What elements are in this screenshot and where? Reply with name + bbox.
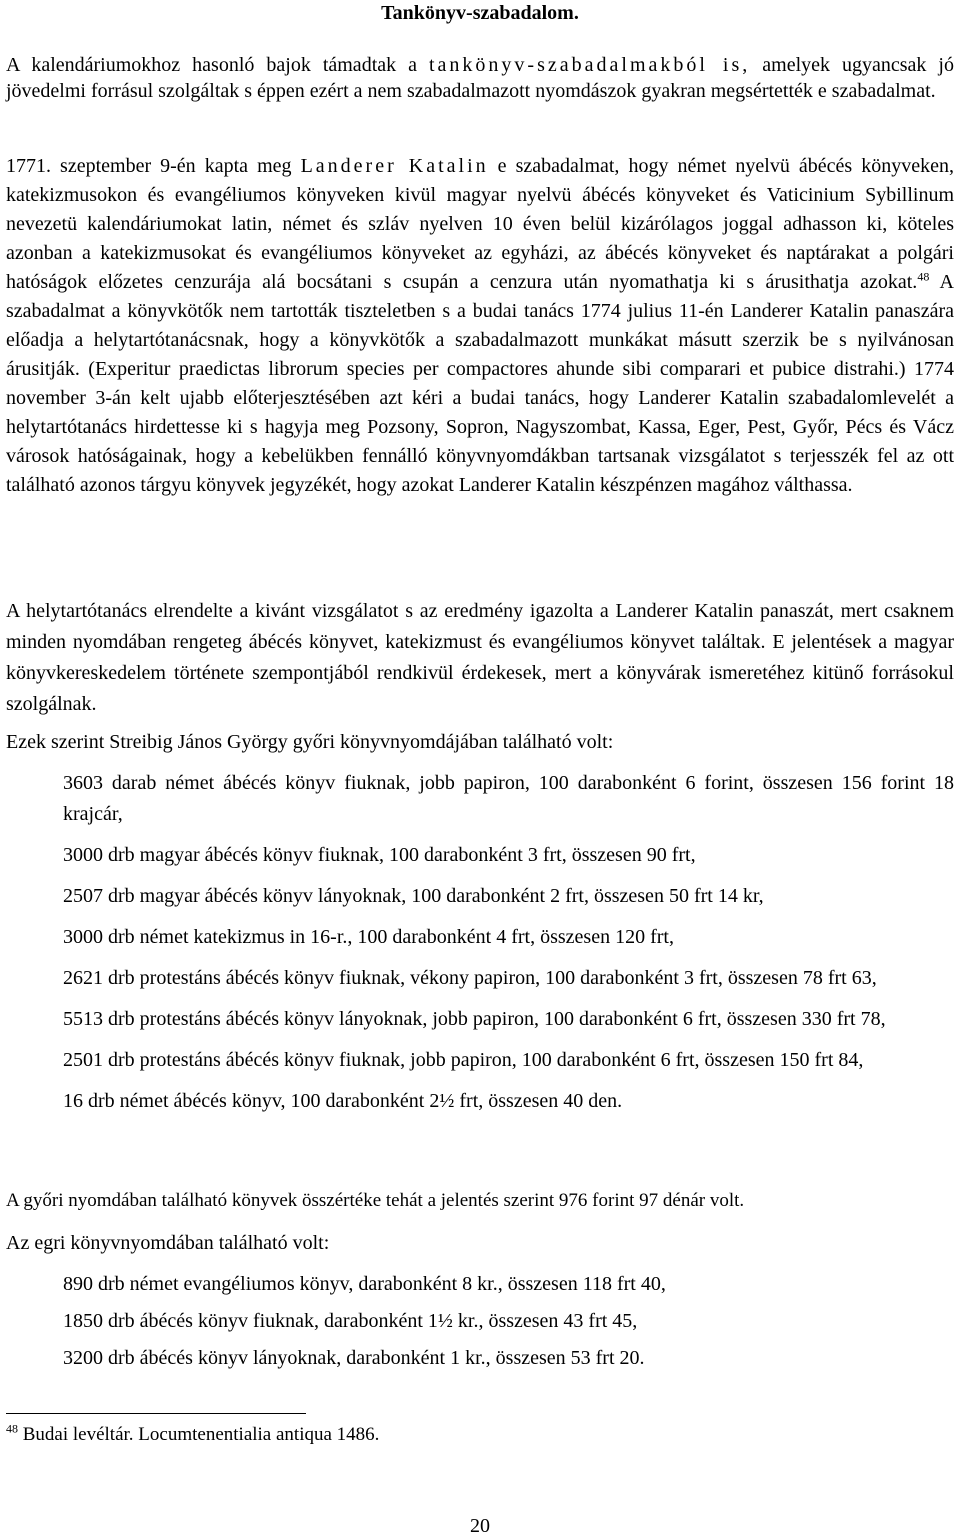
paragraph-intro — [6, 52, 954, 104]
intro-spaced-term: tankönyv-szabadalmakból is, — [429, 54, 751, 76]
footnote-ref-48[interactable]: 48 — [917, 269, 930, 284]
paragraph-eger-intro: Az egri könyvnyomdában található volt: — [6, 1232, 330, 1254]
list-item: 3000 drb német katekizmus in 16-r., 100 darabonként 4 frt, összesen 120 frt, — [63, 926, 674, 948]
patent-name-spaced: Landerer Katalin — [300, 155, 489, 177]
list-item: 2621 drb protestáns ábécés könyv fiuknak, vékony papiron, 100 darabonként 3 frt, összesen 78 frt 63, — [63, 967, 877, 989]
paragraph-patent-history — [6, 152, 954, 500]
paragraph-gyor-intro: Ezek szerint Streibig János György győri könyvnyomdájában található volt: — [6, 731, 614, 753]
list-item: 2501 drb protestáns ábécés könyv fiuknak, jobb papiron, 100 darabonként 6 frt, összesen 150 frt 84, — [63, 1049, 864, 1071]
patent-text-c: A szabadalmat a könyvkötők nem tartották tiszteletben s a budai tanács 1774 julius 11-én Landerer Katalin panaszára előadja a helytartótanácsnak, hogy a könyvkötők a szabadalmazott munkákat másutt szerzik be s nyilvánosan árusitják. (Experitur praedictas librorum species per compactores ahunde sibi comparari et pubice distrahi.) 1774 november 3-án kelt ujabb előterjesztésében azt kéri a budai tanács, hogy Landerer Katalin szabadalomlevelét a helytartótanács hirdettesse ki s hagyja meg Pozsony, Sopron, Nagyszombat, Kassa, Eger, Pest, Győr, Pécs és Vácz városok hatóságainak, hogy a kebelükben fennálló könyvnyomdákban tartsanak vizsgálatot s terjesszék fel az ott található azonos tárgyu könyvek jegyzékét, hogy azokat Landerer Katalin készpénzen magához válthassa. — [6, 271, 955, 496]
list-item: 3603 darab német ábécés könyv fiuknak, jobb papiron, 100 darabonként 6 forint, összesen 156 forint 18 krajcár, — [63, 772, 954, 825]
list-item: 5513 drb protestáns ábécés könyv lányoknak, jobb papiron, 100 darabonként 6 frt, összesen 330 frt 78, — [63, 1008, 886, 1030]
footnote-number: 48 — [6, 1421, 18, 1436]
intro-text-a: A kalendáriumokhoz hasonló bajok támadtak a — [6, 54, 429, 76]
footnote-48 — [6, 1422, 379, 1448]
patent-text-a: 1771. szeptember 9-én kapta meg — [6, 155, 301, 177]
list-item: 1850 drb ábécés könyv fiuknak, darabonként 1½ kr., összesen 43 frt 45, — [63, 1310, 638, 1332]
page-number: 20 — [470, 1515, 490, 1537]
paragraph-gyor-total: A győri nyomdában található könyvek összértéke tehát a jelentés szerint 976 forint 97 dénár volt. — [6, 1190, 745, 1211]
intro-text-b: amelyek ugyancsak jó jövedelmi forrásul szolgáltak s éppen ezért a nem szabadalmazott nyomdászok gyakran megsértették e szabadalmat. — [6, 54, 954, 102]
footnote-text: Budai levéltár. Locumtenentialia antiqua 1486. — [18, 1424, 380, 1445]
list-item: 890 drb német evangéliumos könyv, darabonként 8 kr., összesen 118 frt 40, — [63, 1273, 666, 1295]
list-item: 3000 drb magyar ábécés könyv fiuknak, 100 darabonként 3 frt, összesen 90 frt, — [63, 844, 696, 866]
list-item: 16 drb német ábécés könyv, 100 darabonként 2½ frt, összesen 40 den. — [63, 1090, 623, 1112]
page-title: Tankönyv-szabadalom. — [381, 2, 579, 24]
eger-inventory-list — [63, 1269, 954, 1374]
paragraph-investigation: A helytartótanács elrendelte a kivánt vizsgálatot s az eredmény igazolta a Landerer Katalin panaszát, mert csaknem minden nyomdában rengeteg ábécés könyvet, katekizmust és evangéliumos könyvet találtak. E jelentések a magyar könyvkereskedelem története szempontjából rendkivül érdekesek, mert a könyvárak ismeretéhez kitünő forrásokul szolgálnak. — [6, 600, 954, 715]
list-item: 3200 drb ábécés könyv lányoknak, darabonként 1 kr., összesen 53 frt 20. — [63, 1347, 645, 1369]
list-item: 2507 drb magyar ábécés könyv lányoknak, 100 darabonként 2 frt, összesen 50 frt 14 kr, — [63, 885, 764, 907]
gyor-inventory-list — [63, 768, 954, 1117]
footnote-separator — [6, 1413, 306, 1414]
patent-text-b: e szabadalmat, hogy német nyelvü ábécés könyveken, katekizmusokon és evangéliumos könyveken kivül magyar nyelvü ábécés könyveket és Vaticinium Sybillinum nevezetü kalendáriumokat latin, német és szláv nyelven 10 éven belül kizárólagos joggal adhasson ki, köteles azonban a katekizmusokat és evangéliumos könyveket az egyházi, az ábécés könyveket és naptárakat a polgári hatóságok előzetes cenzurája alá bocsátani s csupán a cenzura után nyomathatja ki s árusithatja azokat. — [6, 155, 954, 293]
